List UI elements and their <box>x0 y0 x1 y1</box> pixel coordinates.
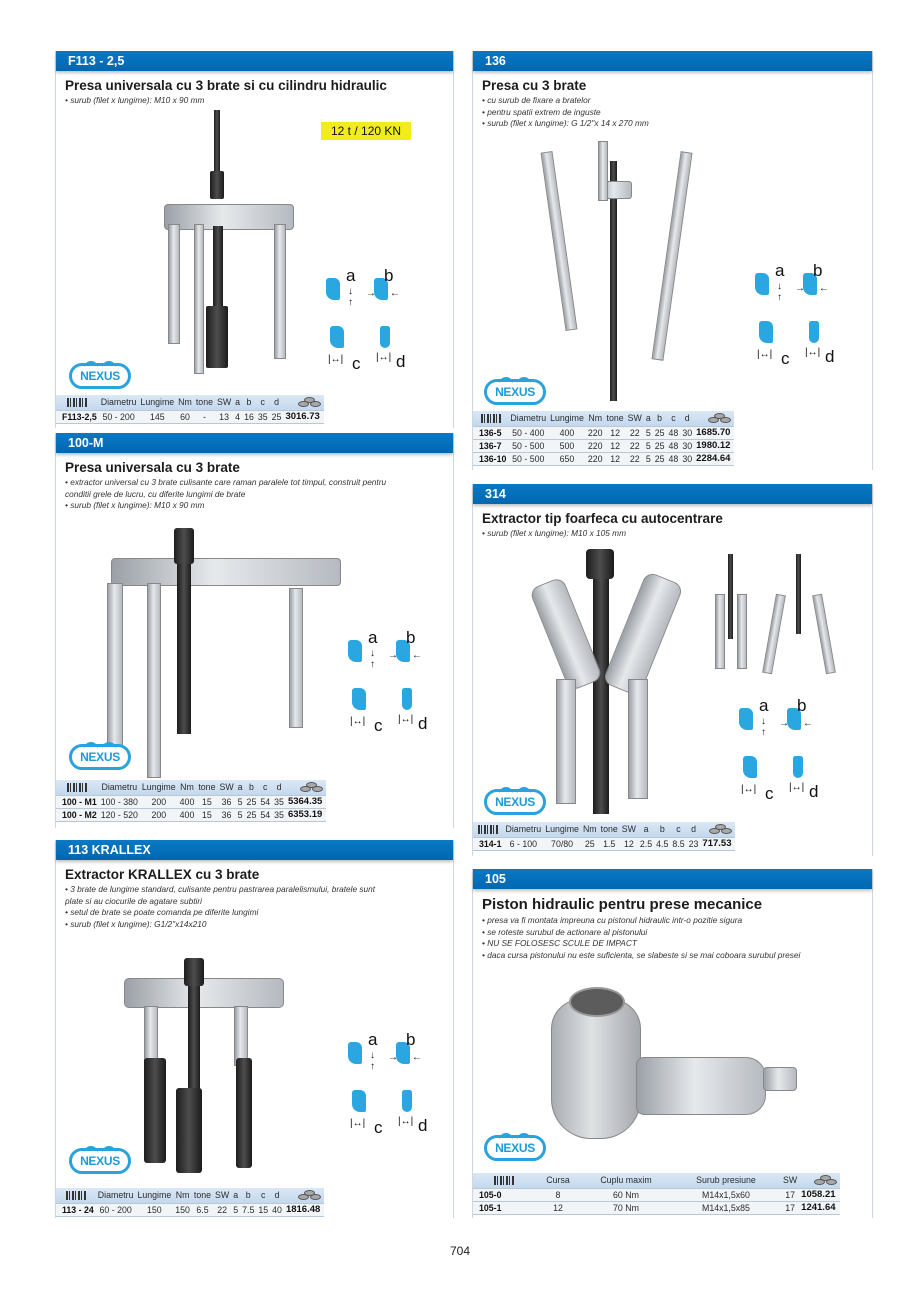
column-header: Diametru <box>504 822 544 837</box>
bullet: • cu surub de fixare a bratelor <box>482 95 591 105</box>
barcode-icon <box>56 1188 96 1203</box>
barcode-icon <box>56 780 99 795</box>
dim-a-label: a <box>775 261 785 280</box>
column-header: c <box>258 780 272 795</box>
cell-d: 35 <box>274 796 284 807</box>
arrows-width-icon: |↔| <box>350 716 366 727</box>
cell-b: 25 <box>246 809 257 820</box>
product-code-header: 100-M <box>56 433 453 453</box>
column-header: SW <box>217 780 235 795</box>
dim-d-label: d <box>418 714 428 733</box>
bullet: • NU SE FOLOSESC SCULE DE IMPACT <box>482 938 637 949</box>
jaw-a-icon <box>348 640 362 662</box>
jaw-c-icon <box>352 688 366 710</box>
dim-c-label: c <box>781 349 790 368</box>
cell-b: 25 <box>246 796 257 807</box>
column-header: b <box>245 780 259 795</box>
jaw-c-icon <box>330 326 344 348</box>
table-row[interactable] <box>56 795 326 808</box>
cell-lungime: 650 <box>548 452 586 465</box>
column-header: d <box>680 411 694 426</box>
cell-price: 1980.12 <box>694 439 734 452</box>
barcode-icon <box>56 395 99 410</box>
column-header: tone <box>605 411 626 426</box>
product-code: 105-1 <box>473 1201 535 1214</box>
column-header: b <box>653 411 667 426</box>
column-header: d <box>272 780 286 795</box>
cell-diametru: 60 - 200 <box>96 1203 136 1216</box>
arrows-width-icon: |↔| <box>350 1118 366 1129</box>
jaw-d-icon <box>402 688 412 710</box>
cell-c: 8.5 <box>672 838 685 849</box>
dim-d-label: d <box>825 347 835 366</box>
table-header-row <box>56 395 324 410</box>
cell-a: 5 <box>645 453 651 464</box>
dim-a-label: a <box>368 1030 378 1049</box>
jaw-c-icon <box>743 756 757 778</box>
column-header: SW <box>213 1188 231 1203</box>
column-header: Lungime <box>543 822 581 837</box>
table-row[interactable] <box>56 410 324 423</box>
page-number: 704 <box>449 1244 471 1258</box>
arrows-width-icon: |↔| <box>757 349 773 360</box>
cell-price: 3016.73 <box>283 410 323 423</box>
cell-a: 5 <box>237 809 243 820</box>
spec-table <box>473 411 734 466</box>
cell-c: 48 <box>668 427 679 438</box>
product-card-314 <box>472 484 873 856</box>
cell-a: 5 <box>645 427 651 438</box>
product-code-header: 314 <box>473 484 872 504</box>
arrows-horizontal-icon: → ← <box>366 288 400 299</box>
column-header: a <box>638 822 654 837</box>
table-header-row <box>473 1173 840 1188</box>
product-code: 100 - M1 <box>56 795 99 808</box>
cell-a: 5 <box>237 796 243 807</box>
product-title: Presa universala cu 3 brate si cu cilindru hidraulic <box>65 78 387 93</box>
column-header: a <box>231 1188 240 1203</box>
cell-diametru: 120 - 520 <box>100 809 138 820</box>
column-header: SW <box>626 411 644 426</box>
cell-cuplu-maxim: 60 Nm <box>581 1188 671 1201</box>
table-header-row <box>56 1188 324 1203</box>
bullet: • surub (filet x lungime): M10 x 90 mm <box>65 500 205 511</box>
cell-price: 717.53 <box>700 837 735 850</box>
cell-sw: 36 <box>217 795 235 808</box>
table-row[interactable] <box>56 808 326 821</box>
jaw-a-icon <box>755 273 769 295</box>
price-coins-icon <box>284 1188 324 1203</box>
column-header: Lungime <box>138 395 176 410</box>
cell-lungime: 200 <box>140 795 178 808</box>
dim-b-label: b <box>406 628 416 647</box>
arrows-vertical-icon: ↓ ↑ <box>370 1050 375 1072</box>
product-code-header: F113 - 2,5 <box>56 51 453 71</box>
bullet: • surub (filet x lungime): M10 x 105 mm <box>482 528 627 538</box>
cell-sw: 13 <box>215 410 233 423</box>
jaw-d-icon <box>380 326 390 348</box>
nexus-logo: NEXUS <box>69 363 131 389</box>
cell-price: 1685.70 <box>694 426 734 439</box>
jaw-d-icon <box>402 1090 412 1112</box>
cell-d: 25 <box>271 411 282 422</box>
product-image <box>156 106 306 386</box>
arrows-width-icon: |↔| <box>805 347 821 358</box>
capacity-badge: 12 t / 120 KN <box>321 122 411 140</box>
cell-sw: 22 <box>626 452 644 465</box>
spec-table <box>473 822 735 851</box>
cell-tone: 15 <box>196 795 217 808</box>
dim-a-label: a <box>759 696 769 715</box>
product-card-f113 <box>55 51 454 428</box>
cell-tone: 1.5 <box>599 837 620 850</box>
column-header: c <box>256 1188 270 1203</box>
cell-c: 48 <box>668 453 679 464</box>
column-header: d <box>270 1188 284 1203</box>
cell-diametru: 50 - 200 <box>99 410 139 423</box>
table-header-row <box>56 780 326 795</box>
arrows-vertical-icon: ↓ ↑ <box>348 286 353 308</box>
product-title: Presa cu 3 brate <box>482 78 587 93</box>
bullet: • surub (filet x lungime): M10 x 90 mm <box>65 95 205 105</box>
table-row[interactable] <box>56 1203 324 1216</box>
table-row[interactable] <box>473 426 734 439</box>
cell-b: 16 <box>244 411 254 422</box>
column-header: Diametru <box>99 395 139 410</box>
table-header-row <box>473 822 735 837</box>
product-title: Extractor KRALLEX cu 3 brate <box>65 867 260 882</box>
arrows-width-icon: |↔| <box>328 354 344 365</box>
arrows-horizontal-icon: → ← <box>388 1052 422 1063</box>
product-card-105 <box>472 869 873 1218</box>
cell-nm: 400 <box>179 809 195 820</box>
product-image <box>101 528 351 768</box>
jaw-d-icon <box>793 756 803 778</box>
column-header: Cuplu maxim <box>581 1173 671 1188</box>
arrows-vertical-icon: ↓ ↑ <box>777 281 782 303</box>
cell-nm: 150 <box>175 1204 190 1215</box>
cell-c: 15 <box>258 1204 269 1215</box>
column-header: b <box>654 822 670 837</box>
product-code-header: 113 KRALLEX <box>56 840 453 860</box>
dim-b-label: b <box>384 266 394 285</box>
product-code-header: 136 <box>473 51 872 71</box>
product-code: 100 - M2 <box>56 808 99 821</box>
product-image <box>551 987 831 1147</box>
column-header: c <box>670 822 686 837</box>
cell-lungime: 200 <box>140 808 178 821</box>
cell-price: 6353.19 <box>286 808 326 821</box>
column-header: SW <box>215 395 233 410</box>
cell-lungime: 70/80 <box>543 837 581 850</box>
cell-d: 23 <box>688 838 699 849</box>
cell-b: 4.5 <box>656 838 669 849</box>
cell-sw: 12 <box>620 837 638 850</box>
table-row[interactable] <box>473 1201 840 1214</box>
product-bullets <box>482 528 812 540</box>
cell-d: 35 <box>274 809 284 820</box>
column-header: d <box>270 395 284 410</box>
column-header: Surub presiune <box>671 1173 781 1188</box>
bullet: • 3 brate de lungime standard, culisante pentru pastrarea paralelismului, bratele sunt plate si au ciocurile de agatare subtiri <box>65 884 376 906</box>
cell-cursa: 12 <box>535 1201 581 1214</box>
cell-price: 2284.64 <box>694 452 734 465</box>
cell-nm: 25 <box>581 837 599 850</box>
product-card-136 <box>472 51 873 470</box>
column-header: Lungime <box>548 411 586 426</box>
arrows-width-icon: |↔| <box>741 784 757 795</box>
column-header: Lungime <box>140 780 178 795</box>
dimensions-diagram <box>753 261 843 371</box>
column-header: b <box>240 1188 256 1203</box>
price-coins-icon <box>694 411 734 426</box>
barcode-icon <box>473 1173 535 1188</box>
product-code: 105-0 <box>473 1188 535 1201</box>
product-image-variants <box>701 554 841 674</box>
bullet: • surub (filet x lungime): G 1/2"x 14 x 270 mm <box>482 118 649 129</box>
dimensions-diagram <box>346 1030 436 1140</box>
cell-c: 54 <box>260 796 271 807</box>
column-header: Lungime <box>135 1188 173 1203</box>
arrows-width-icon: |↔| <box>376 352 392 363</box>
dim-d-label: d <box>418 1116 428 1135</box>
column-header: tone <box>194 395 215 410</box>
cell-d: 30 <box>682 453 693 464</box>
dim-c-label: c <box>374 1118 383 1137</box>
dim-b-label: b <box>406 1030 416 1049</box>
cell-price: 1058.21 <box>799 1188 839 1201</box>
spec-table <box>473 1173 840 1215</box>
cell-lungime: 150 <box>135 1203 173 1216</box>
cell-b: 7.5 <box>242 1204 255 1215</box>
column-header: tone <box>192 1188 213 1203</box>
column-header: Nm <box>581 822 599 837</box>
product-code: F113-2,5 <box>56 410 99 423</box>
arrows-width-icon: |↔| <box>398 1116 414 1127</box>
cell-lungime: 500 <box>548 439 586 452</box>
table-row[interactable] <box>473 439 734 452</box>
table-row[interactable] <box>473 1188 840 1201</box>
cell-surub-presiune: M14x1,5x60 <box>671 1188 781 1201</box>
cell-b: 25 <box>654 427 665 438</box>
cell-diametru: 100 - 380 <box>100 796 138 807</box>
cell-diametru: 50 - 500 <box>508 439 548 452</box>
jaw-d-icon <box>809 321 819 343</box>
column-header: c <box>667 411 681 426</box>
bullet: • presa va fi montata impreuna cu pistonul hidraulic intr-o pozitie sigura <box>482 915 743 925</box>
cell-diametru: 50 - 500 <box>508 452 548 465</box>
column-header: c <box>256 395 270 410</box>
arrows-horizontal-icon: → ← <box>388 650 422 661</box>
dim-d-label: d <box>809 782 819 801</box>
column-header: a <box>236 780 245 795</box>
dim-a-label: a <box>346 266 356 285</box>
product-image <box>116 958 296 1180</box>
arrows-vertical-icon: ↓ ↑ <box>370 648 375 670</box>
product-title: Presa universala cu 3 brate <box>65 460 240 475</box>
cell-c: 54 <box>260 809 271 820</box>
product-card-113-krallex <box>55 840 454 1218</box>
cell-d: 40 <box>272 1204 282 1215</box>
cell-a: 2.5 <box>639 838 653 849</box>
dim-c-label: c <box>352 354 361 373</box>
column-header: Cursa <box>535 1173 581 1188</box>
jaw-c-icon <box>352 1090 366 1112</box>
cell-b: 25 <box>654 440 665 451</box>
spec-table <box>56 780 326 822</box>
barcode-icon <box>473 411 508 426</box>
column-header: SW <box>620 822 638 837</box>
product-title: Extractor tip foarfeca cu autocentrare <box>482 511 723 526</box>
cell-surub-presiune: M14x1,5x85 <box>671 1201 781 1214</box>
nexus-logo: NEXUS <box>69 744 131 770</box>
product-bullets <box>65 884 395 930</box>
price-coins-icon <box>700 822 735 837</box>
arrows-width-icon: |↔| <box>789 782 805 793</box>
column-header: tone <box>599 822 620 837</box>
cell-price: 1241.64 <box>799 1201 839 1214</box>
bullet: • se roteste surubul de actionare al pistonului <box>482 926 648 937</box>
price-coins-icon <box>799 1173 839 1188</box>
dimensions-diagram <box>324 266 414 376</box>
cell-nm: 60 <box>176 410 194 423</box>
jaw-c-icon <box>759 321 773 343</box>
price-coins-icon <box>286 780 326 795</box>
column-header: a <box>233 395 242 410</box>
cell-b: 25 <box>654 453 665 464</box>
arrows-horizontal-icon: → ← <box>779 718 813 729</box>
cell-sw: 17 <box>781 1188 799 1201</box>
cell-price: 1816.48 <box>284 1203 324 1216</box>
cell-nm: 220 <box>587 427 603 438</box>
jaw-a-icon <box>326 278 340 300</box>
nexus-logo: NEXUS <box>484 789 546 815</box>
product-title: Piston hidraulic pentru prese mecanice <box>482 896 763 913</box>
cell-a: 5 <box>233 1204 239 1215</box>
dimensions-diagram <box>737 696 827 806</box>
table-row[interactable] <box>473 837 735 850</box>
column-header: tone <box>196 780 217 795</box>
product-code: 136-10 <box>473 452 508 465</box>
cell-cuplu-maxim: 70 Nm <box>581 1201 671 1214</box>
column-header: a <box>644 411 653 426</box>
bullet: • extractor universal cu 3 brate culisante care raman paralele tot timpul, construit pentru conditii grele de lucru, cu diferite lungimi de brate <box>65 477 387 499</box>
dim-b-label: b <box>797 696 807 715</box>
product-code-header: 105 <box>473 869 872 889</box>
table-row[interactable] <box>473 452 734 465</box>
product-code: 113 - 24 <box>56 1203 96 1216</box>
cell-cursa: 8 <box>535 1188 581 1201</box>
barcode-icon <box>473 822 504 837</box>
product-code: 136-7 <box>473 439 508 452</box>
cell-lungime: 400 <box>548 426 586 439</box>
cell-c: 48 <box>668 440 679 451</box>
cell-sw: 22 <box>626 426 644 439</box>
dim-c-label: c <box>765 784 774 803</box>
dim-a-label: a <box>368 628 378 647</box>
product-image-main <box>538 549 688 819</box>
arrows-horizontal-icon: → ← <box>795 283 829 294</box>
cell-sw: 17 <box>781 1201 799 1214</box>
product-code: 314-1 <box>473 837 504 850</box>
cell-a: 4 <box>235 411 241 422</box>
column-header: Nm <box>178 780 197 795</box>
bullet: • daca cursa pistonului nu este suficienta, se slabeste si se mai coboara surubul presei <box>482 949 801 960</box>
cell-tone: - <box>194 410 215 423</box>
column-header: b <box>242 395 256 410</box>
cell-c: 35 <box>257 411 268 422</box>
cell-d: 30 <box>682 427 693 438</box>
dim-c-label: c <box>374 716 383 735</box>
product-bullets <box>65 477 395 512</box>
column-header: Nm <box>586 411 605 426</box>
column-header: Diametru <box>508 411 548 426</box>
column-header: Diametru <box>99 780 140 795</box>
arrows-width-icon: |↔| <box>398 714 414 725</box>
nexus-logo: NEXUS <box>484 379 546 405</box>
column-header: SW <box>781 1173 799 1188</box>
product-image <box>538 141 698 421</box>
cell-a: 5 <box>645 440 651 451</box>
cell-tone: 12 <box>605 439 626 452</box>
bullet: • setul de brate se poate comanda pe diferite lungimi <box>65 907 259 918</box>
cell-nm: 400 <box>179 796 195 807</box>
cell-tone: 12 <box>605 426 626 439</box>
cell-sw: 36 <box>217 808 235 821</box>
cell-sw: 22 <box>626 439 644 452</box>
table-header-row <box>473 411 734 426</box>
dimensions-diagram <box>346 628 436 738</box>
cell-tone: 15 <box>196 808 217 821</box>
column-header: Nm <box>173 1188 192 1203</box>
column-header: Diametru <box>96 1188 136 1203</box>
spec-table <box>56 1188 324 1217</box>
spec-table <box>56 395 324 424</box>
cell-price: 5364.35 <box>286 795 326 808</box>
product-bullets <box>482 915 862 961</box>
cell-nm: 220 <box>587 453 603 464</box>
cell-tone: 12 <box>605 452 626 465</box>
cell-sw: 22 <box>213 1203 231 1216</box>
price-coins-icon <box>283 395 323 410</box>
product-bullets <box>482 95 812 130</box>
product-bullets <box>65 95 395 107</box>
cell-lungime: 145 <box>138 410 176 423</box>
bullet: • pentru spatii extrem de inguste <box>482 106 601 117</box>
bullet: • surub (filet x lungime): G1/2"x14x210 <box>65 918 207 929</box>
nexus-logo: NEXUS <box>484 1135 546 1161</box>
column-header: d <box>687 822 701 837</box>
cell-d: 30 <box>682 440 693 451</box>
arrows-vertical-icon: ↓ ↑ <box>761 716 766 738</box>
nexus-logo: NEXUS <box>69 1148 131 1174</box>
product-code: 136-5 <box>473 426 508 439</box>
dim-b-label: b <box>813 261 823 280</box>
cell-diametru: 6 - 100 <box>504 837 544 850</box>
product-card-100m <box>55 433 454 828</box>
cell-diametru: 50 - 400 <box>508 426 548 439</box>
cell-tone: 6.5 <box>192 1203 213 1216</box>
dim-d-label: d <box>396 352 406 371</box>
jaw-a-icon <box>739 708 753 730</box>
jaw-a-icon <box>348 1042 362 1064</box>
column-header: Nm <box>176 395 194 410</box>
cell-nm: 220 <box>587 440 603 451</box>
